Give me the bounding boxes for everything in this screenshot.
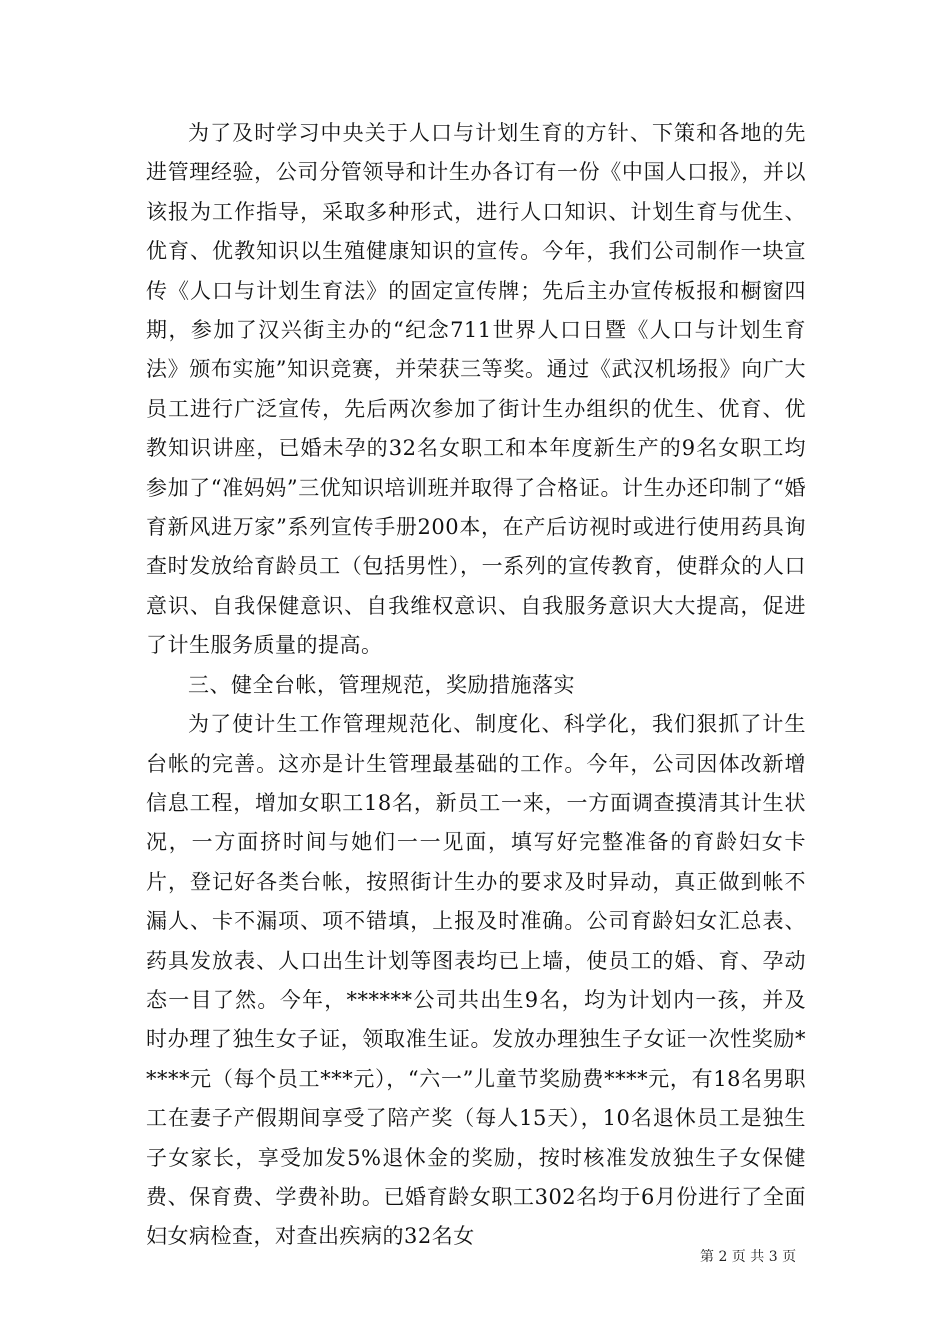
document-body [146,114,806,1257]
page-number-footer: 第 2 页 共 3 页 [700,1249,797,1265]
paragraph-publicity: 为了及时学习中央关于人口与计划生育的方针、下策和各地的先进管理经验，公司分管领导和计生办各订有一份《中国人口报》，并以该报为工作指导，采取多种形式，进行人口知识、计划生育与优生、优育、优教知识以生殖健康知识的宣传。今年，我们公司制作一块宣传《人口与计划生育法》的固定宣传牌；先后主办宣传板报和橱窗四期，参加了汉兴街主办的“纪念711世界人口日暨《人口与计划生育法》颁布实施”知识竞赛，并荣获三等奖。通过《武汉机场报》向广大员工进行广泛宣传，先后两次参加了街计生办组织的优生、优育、优教知识讲座，已婚未孕的32名女职工和本年度新生产的9名女职工均参加了“准妈妈”三优知识培训班并取得了合格证。计生办还印制了“婚育新风进万家”系列宣传手册200本，在产后访视时或进行使用药具询查时发放给育龄员工（包括男性），一系列的宣传教育，使群众的人口意识、自我保健意识、自我维权意识、自我服务意识大大提高，促进了计生服务质量的提高。 [146,121,806,658]
section-heading-3: 三、健全台帐，管理规范，奖励措施落实 [188,672,575,697]
paragraph-ledger-management: 为了使计生工作管理规范化、制度化、科学化，我们狠抓了计生台帐的完善。这亦是计生管理最基础的工作。今年，公司因体改新增信息工程，增加女职工18名，新员工一来，一方面调查摸清其计生状况，一方面挤时间与她们一一见面，填写好完整准备的育龄妇女卡片，登记好各类台帐，按照街计生办的要求及时异动，真正做到帐不漏人、卡不漏项、项不错填，上报及时准确。公司育龄妇女汇总表、药具发放表、人口出生计划等图表均已上墙，使员工的婚、育、孕动态一目了然。今年，******公司共出生9名，均为计划内一孩，并及时办理了独生女子证，领取准生证。发放办理独生子女证一次性奖励*****元（每个员工***元），“六一”儿童节奖励费****元，有18名男职工在妻子产假期间享受了陪产奖（每人15天），10名退休员工是独生子女家长，享受加发5%退休金的奖励，按时核准发放独生子女保健费、保育费、学费补助。已婚育龄女职工302名均于6月份进行了全面妇女病检查，对查出疾病的32名女 [146,712,806,1249]
